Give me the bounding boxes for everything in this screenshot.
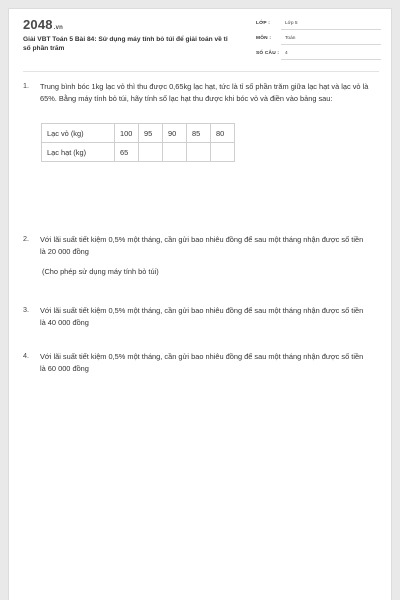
meta-value-count: 4 — [285, 51, 288, 56]
logo-main-text: 2048 — [23, 17, 53, 32]
question-text: Với lãi suất tiết kiệm 0,5% một tháng, cần gửi bao nhiêu đồng để sau một tháng nhận được số tiền là 40 000 đồng — [40, 306, 364, 327]
meta-row-class — [256, 19, 386, 34]
table-row-header: Lạc hạt (kg) — [42, 143, 115, 162]
meta-underline — [281, 44, 381, 45]
worksheet-header — [9, 9, 393, 69]
meta-value-subject: Toán — [285, 36, 296, 41]
question-number: 1. — [23, 81, 29, 90]
question-number: 3. — [23, 305, 29, 314]
meta-label-subject: MÔN : — [256, 36, 272, 41]
site-logo[interactable] — [23, 17, 63, 32]
question-number: 4. — [23, 351, 29, 360]
header-divider — [23, 71, 379, 72]
table-cell: 85 — [187, 124, 211, 143]
question-1 — [23, 81, 379, 191]
question-4 — [23, 351, 379, 381]
question-number: 2. — [23, 234, 29, 243]
table-cell: 90 — [163, 124, 187, 143]
meta-underline — [281, 29, 381, 30]
answer-cell[interactable] — [163, 143, 187, 162]
question-note: (Cho phép sử dụng máy tính bỏ túi) — [42, 267, 159, 276]
table-row — [42, 143, 235, 162]
question-text: Với lãi suất tiết kiệm 0,5% một tháng, cần gửi bao nhiêu đồng để sau một tháng nhận được số tiền là 20 000 đồng — [40, 235, 364, 256]
page-title: Giải VBT Toán 5 Bài 84: Sử dụng máy tính bỏ túi để giải toán về tỉ số phần trăm — [23, 36, 228, 52]
meta-row-count — [256, 49, 386, 64]
meta-value-class: Lớp 5 — [285, 21, 298, 26]
question-3 — [23, 305, 379, 335]
answer-cell[interactable] — [211, 143, 235, 162]
meta-label-class: LỚP : — [256, 21, 271, 26]
logo-suffix-text: .vn — [53, 25, 64, 31]
question-text: Trung bình bóc 1kg lạc vỏ thì thu được 0,65kg lạc hạt, tức là tỉ số phần trăm giữa lạc hạt và lạc vỏ là 65%. Bằng máy tính bỏ túi, hãy tính số lạc hạt thu được khi bóc vỏ và điền vào bảng sau: — [40, 82, 369, 103]
answer-cell[interactable] — [187, 143, 211, 162]
table-row-header: Lạc vỏ (kg) — [42, 124, 115, 143]
answer-cell[interactable] — [139, 143, 163, 162]
question-text: Với lãi suất tiết kiệm 0,5% một tháng, cần gửi bao nhiêu đồng để sau một tháng nhận được số tiền là 60 000 đồng — [40, 352, 364, 373]
meta-info — [256, 19, 386, 64]
table-cell: 65 — [115, 143, 139, 162]
meta-row-subject — [256, 34, 386, 49]
answer-table — [41, 123, 235, 162]
table-cell: 95 — [139, 124, 163, 143]
question-2 — [23, 234, 379, 294]
meta-underline — [281, 59, 381, 60]
table-row — [42, 124, 235, 143]
table-cell: 80 — [211, 124, 235, 143]
meta-label-count: SỐ CÂU : — [256, 51, 280, 56]
worksheet-page — [8, 8, 392, 600]
table-cell: 100 — [115, 124, 139, 143]
